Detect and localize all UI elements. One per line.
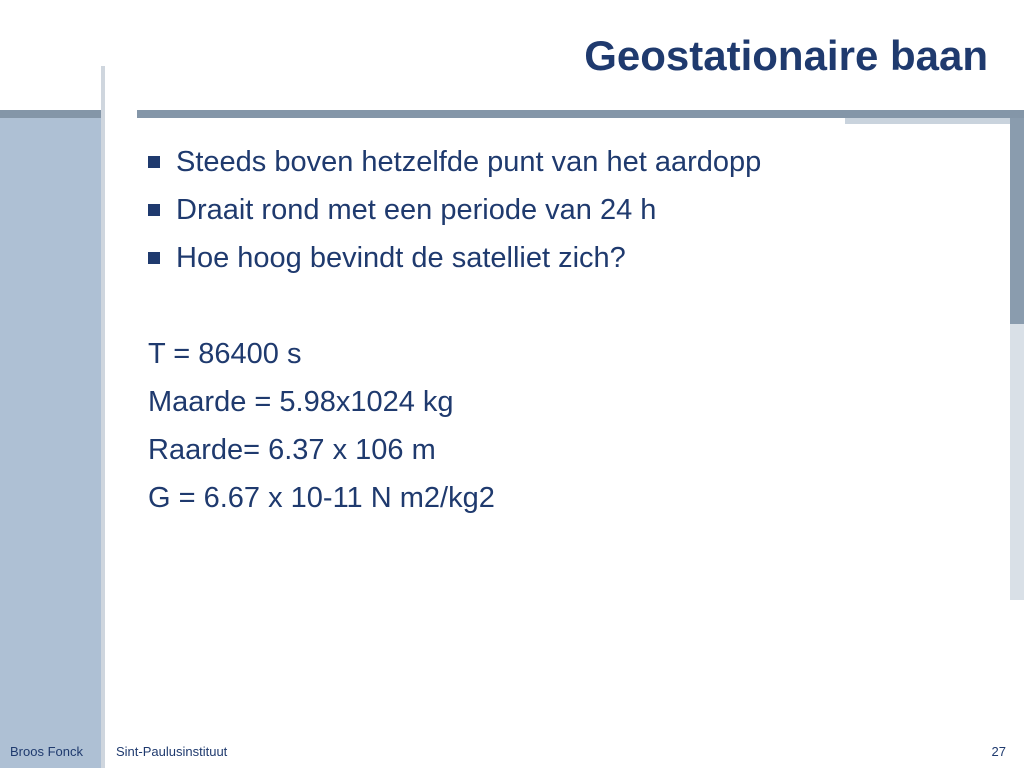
blank-line	[148, 282, 998, 330]
slide-content	[148, 138, 998, 522]
footer-school: Sint-Paulusinstituut	[116, 744, 228, 759]
slide-title: Geostationaire baan	[584, 32, 988, 79]
bullet-text: Hoe hoog bevindt de satelliet zich?	[176, 242, 626, 274]
bullet-item	[148, 186, 998, 234]
left-decorative-band	[0, 110, 101, 768]
footer-author: Broos Fonck	[10, 744, 83, 759]
bullet-item	[148, 138, 998, 186]
bullet-text: Steeds boven hetzelfde punt van het aardopp	[176, 146, 762, 178]
right-strip-dark	[1010, 118, 1024, 324]
given-earth-mass: Maarde = 5.98x1024 kg	[148, 386, 454, 418]
left-band-edge	[101, 66, 105, 768]
title-underline-bar	[137, 110, 1024, 118]
given-period: T = 86400 s	[148, 338, 302, 370]
given-gravitational-constant: G = 6.67 x 10-11 N m2/kg2	[148, 482, 495, 514]
right-decorative-block	[845, 118, 1024, 124]
given-earth-radius: Raarde= 6.37 x 106 m	[148, 434, 436, 466]
bullet-text: Draait rond met een periode van 24 h	[176, 194, 657, 226]
right-strip-light	[1010, 324, 1024, 600]
bullet-item	[148, 234, 998, 282]
square-bullet-icon	[148, 252, 160, 264]
square-bullet-icon	[148, 204, 160, 216]
page-number: 27	[991, 744, 1006, 759]
title-bar-left	[0, 110, 101, 118]
square-bullet-icon	[148, 156, 160, 168]
